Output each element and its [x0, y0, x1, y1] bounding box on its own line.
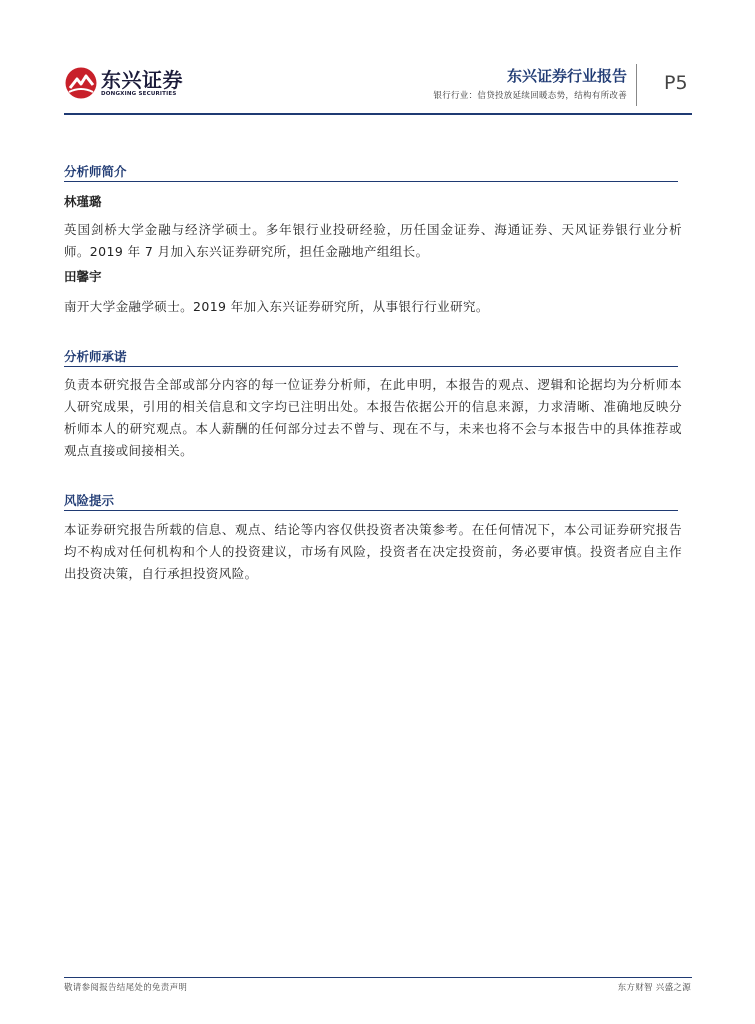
footer-rule — [64, 977, 692, 978]
footer-disclaimer-note: 敬请参阅报告结尾处的免责声明 — [64, 983, 188, 993]
company-logo — [64, 66, 183, 100]
header-title-block — [433, 66, 627, 101]
section-title: 风险提示 — [64, 493, 115, 508]
analyst-bio: 英国剑桥大学金融与经济学硕士。多年银行业投研经验，历任国金证券、海通证券、天风证券银行业分析师。2019 年 7 月加入东兴证券研究所，担任金融地产组组长。 — [64, 222, 682, 259]
header-rule — [64, 113, 692, 115]
section-heading-analyst-intro — [64, 161, 678, 177]
logo-english-name: DONGXING SECURITIES — [101, 90, 177, 97]
footer-slogan: 东方财智 兴盛之源 — [617, 983, 691, 993]
section-heading-analyst-commitment — [64, 346, 678, 362]
page-number: P5 — [664, 72, 688, 94]
section-rule — [64, 181, 678, 182]
dongxing-logo-icon — [64, 66, 98, 100]
risk-warning-text: 本证券研究报告所载的信息、观点、结论等内容仅供投资者决策参考。在任何情况下，本公司证券研究报告均不构成对任何机构和个人的投资建议，市场有风险，投资者在决定投资前，务必要审慎。投资者应自主作出投资决策，自行承担投资风险。 — [64, 522, 682, 581]
analyst-name: 林瑾璐 — [64, 194, 102, 209]
section-title: 分析师承诺 — [64, 349, 127, 364]
header-divider — [636, 64, 637, 106]
analyst-name: 田馨宇 — [64, 269, 102, 284]
section-title: 分析师简介 — [64, 164, 127, 179]
section-rule — [64, 366, 678, 367]
section-heading-risk-warning — [64, 490, 678, 506]
commitment-text: 负责本研究报告全部或部分内容的每一位证券分析师，在此申明，本报告的观点、逻辑和论据均为分析师本人研究成果，引用的相关信息和文字均已注明出处。本报告依据公开的信息来源，力求清晰、准确地反映分析师本人的研究观点。本人薪酬的任何部分过去不曾与、现在不与，未来也将不会与本报告中的具体推荐或观点直接或间接相关。 — [64, 377, 682, 458]
report-subtitle: 银行行业：信贷投放延续回暖态势，结构有所改善 — [433, 91, 627, 101]
analyst-bio: 南开大学金融学硕士。2019 年加入东兴证券研究所，从事银行行业研究。 — [64, 299, 489, 314]
report-type-title: 东兴证券行业报告 — [506, 67, 627, 85]
logo-chinese-name: 东兴证券 — [101, 67, 183, 92]
section-rule — [64, 510, 678, 511]
